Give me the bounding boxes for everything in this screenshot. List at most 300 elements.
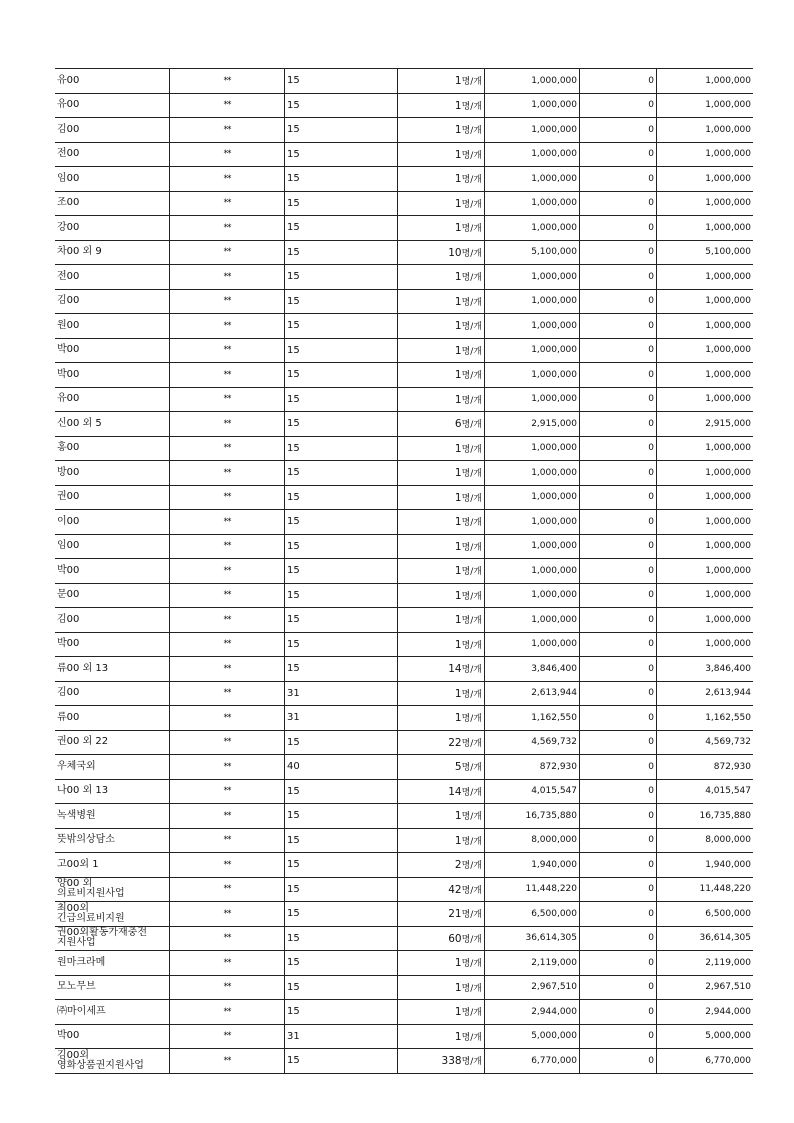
mark-cell: ** <box>170 412 285 437</box>
code-cell: 15 <box>285 632 398 657</box>
name-cell: 임00 <box>55 534 170 559</box>
table-row <box>55 632 753 657</box>
zero-cell: 0 <box>580 289 657 314</box>
total-cell: 8,000,000 <box>657 828 754 853</box>
count-cell <box>398 975 485 1000</box>
zero-cell: 0 <box>580 681 657 706</box>
count-value: 1 <box>454 1006 462 1019</box>
total-cell: 3,846,400 <box>657 657 754 682</box>
mark-cell: ** <box>170 534 285 559</box>
total-cell: 1,000,000 <box>657 338 754 363</box>
zero-cell: 0 <box>580 461 657 486</box>
code-cell: 15 <box>285 485 398 510</box>
count-value: 22 <box>448 736 462 749</box>
amount-cell: 1,000,000 <box>485 338 580 363</box>
table-row <box>55 510 753 535</box>
count-unit: 명/개 <box>461 983 482 994</box>
code-cell: 15 <box>285 608 398 633</box>
total-cell: 5,100,000 <box>657 240 754 265</box>
code-cell: 15 <box>285 926 398 951</box>
count-value: 1 <box>454 614 462 627</box>
code-cell: 15 <box>285 657 398 682</box>
amount-cell: 2,613,944 <box>485 681 580 706</box>
mark-cell: ** <box>170 142 285 167</box>
count-cell <box>398 69 485 94</box>
count-value: 21 <box>448 908 462 921</box>
amount-cell: 1,000,000 <box>485 436 580 461</box>
table-row <box>55 951 753 976</box>
code-cell: 15 <box>285 853 398 878</box>
amount-cell: 6,770,000 <box>485 1049 580 1074</box>
total-cell: 36,614,305 <box>657 926 754 951</box>
table-row <box>55 387 753 412</box>
count-unit: 명/개 <box>461 934 482 945</box>
count-cell <box>398 706 485 731</box>
count-value: 338 <box>441 1055 462 1068</box>
total-cell: 1,000,000 <box>657 485 754 510</box>
zero-cell: 0 <box>580 730 657 755</box>
count-unit: 명/개 <box>461 910 482 921</box>
count-value: 14 <box>448 663 462 676</box>
count-value: 1 <box>454 491 462 504</box>
amount-cell: 1,162,550 <box>485 706 580 731</box>
table-row <box>55 755 753 780</box>
code-cell: 15 <box>285 510 398 535</box>
name-cell: 조00 <box>55 191 170 216</box>
count-unit: 명/개 <box>461 175 482 186</box>
zero-cell: 0 <box>580 779 657 804</box>
count-unit: 명/개 <box>461 591 482 602</box>
count-cell <box>398 412 485 437</box>
code-cell: 31 <box>285 681 398 706</box>
name-cell: 권00외활동가재충전 지원사업 <box>55 926 170 951</box>
zero-cell: 0 <box>580 69 657 94</box>
code-cell: 15 <box>285 730 398 755</box>
zero-cell: 0 <box>580 1024 657 1049</box>
name-cell: 홍00 <box>55 436 170 461</box>
count-unit: 명/개 <box>461 959 482 970</box>
count-unit: 명/개 <box>461 1057 482 1068</box>
table-row <box>55 706 753 731</box>
total-cell: 1,000,000 <box>657 167 754 192</box>
count-unit: 명/개 <box>461 763 482 774</box>
amount-cell: 1,000,000 <box>485 314 580 339</box>
code-cell: 15 <box>285 1000 398 1025</box>
zero-cell: 0 <box>580 167 657 192</box>
zero-cell: 0 <box>580 632 657 657</box>
count-unit: 명/개 <box>461 812 482 823</box>
mark-cell: ** <box>170 608 285 633</box>
count-value: 10 <box>448 246 462 259</box>
total-cell: 1,000,000 <box>657 289 754 314</box>
name-cell: 박00 <box>55 1024 170 1049</box>
table-row <box>55 436 753 461</box>
name-cell: 박00 <box>55 363 170 388</box>
count-cell <box>398 338 485 363</box>
mark-cell: ** <box>170 1000 285 1025</box>
mark-cell: ** <box>170 69 285 94</box>
name-cell: 박00 <box>55 632 170 657</box>
zero-cell: 0 <box>580 657 657 682</box>
mark-cell: ** <box>170 755 285 780</box>
amount-cell: 5,000,000 <box>485 1024 580 1049</box>
amount-cell: 1,000,000 <box>485 510 580 535</box>
count-value: 1 <box>454 369 462 382</box>
count-cell <box>398 191 485 216</box>
total-cell: 1,000,000 <box>657 510 754 535</box>
table-row <box>55 853 753 878</box>
mark-cell: ** <box>170 853 285 878</box>
code-cell: 15 <box>285 559 398 584</box>
amount-cell: 2,967,510 <box>485 975 580 1000</box>
mark-cell: ** <box>170 779 285 804</box>
count-unit: 명/개 <box>461 420 482 431</box>
code-cell: 15 <box>285 902 398 927</box>
table-row <box>55 657 753 682</box>
total-cell: 2,967,510 <box>657 975 754 1000</box>
mark-cell: ** <box>170 93 285 118</box>
mark-cell: ** <box>170 1024 285 1049</box>
amount-cell: 11,448,220 <box>485 877 580 902</box>
count-cell <box>398 583 485 608</box>
zero-cell: 0 <box>580 534 657 559</box>
mark-cell: ** <box>170 436 285 461</box>
count-value: 2 <box>454 859 462 872</box>
count-cell <box>398 314 485 339</box>
code-cell: 15 <box>285 534 398 559</box>
count-cell <box>398 877 485 902</box>
table-row <box>55 583 753 608</box>
table-row <box>55 461 753 486</box>
name-cell: 권00 <box>55 485 170 510</box>
count-cell <box>398 853 485 878</box>
zero-cell: 0 <box>580 608 657 633</box>
zero-cell: 0 <box>580 265 657 290</box>
total-cell: 2,944,000 <box>657 1000 754 1025</box>
zero-cell: 0 <box>580 142 657 167</box>
code-cell: 15 <box>285 804 398 829</box>
count-value: 1 <box>454 295 462 308</box>
count-value: 1 <box>454 467 462 480</box>
count-cell <box>398 828 485 853</box>
name-cell: 이00 <box>55 510 170 535</box>
count-value: 1 <box>454 516 462 529</box>
total-cell: 1,000,000 <box>657 608 754 633</box>
count-value: 1 <box>454 99 462 112</box>
total-cell: 1,000,000 <box>657 118 754 143</box>
count-cell <box>398 681 485 706</box>
mark-cell: ** <box>170 975 285 1000</box>
table-row <box>55 902 753 927</box>
table-row <box>55 804 753 829</box>
name-cell: 유00 <box>55 69 170 94</box>
count-unit: 명/개 <box>461 273 482 284</box>
count-value: 5 <box>454 761 462 774</box>
mark-cell: ** <box>170 363 285 388</box>
table-row <box>55 412 753 437</box>
amount-cell: 3,846,400 <box>485 657 580 682</box>
code-cell: 15 <box>285 265 398 290</box>
amount-cell: 2,915,000 <box>485 412 580 437</box>
count-unit: 명/개 <box>461 567 482 578</box>
mark-cell: ** <box>170 1049 285 1074</box>
table-row <box>55 167 753 192</box>
name-cell: 박00 <box>55 338 170 363</box>
count-cell <box>398 265 485 290</box>
code-cell: 15 <box>285 93 398 118</box>
count-unit: 명/개 <box>461 787 482 798</box>
count-cell <box>398 485 485 510</box>
name-cell: 전00 <box>55 265 170 290</box>
count-cell <box>398 779 485 804</box>
total-cell: 16,735,880 <box>657 804 754 829</box>
name-cell: 류00 <box>55 706 170 731</box>
zero-cell: 0 <box>580 93 657 118</box>
amount-cell: 1,000,000 <box>485 461 580 486</box>
total-cell: 1,000,000 <box>657 559 754 584</box>
name-cell: 원마크라메 <box>55 951 170 976</box>
code-cell: 15 <box>285 461 398 486</box>
count-unit: 명/개 <box>461 199 482 210</box>
code-cell: 15 <box>285 387 398 412</box>
zero-cell: 0 <box>580 338 657 363</box>
amount-cell: 1,940,000 <box>485 853 580 878</box>
count-unit: 명/개 <box>461 861 482 872</box>
count-value: 1 <box>454 344 462 357</box>
count-unit: 명/개 <box>461 322 482 333</box>
total-cell: 1,000,000 <box>657 69 754 94</box>
code-cell: 15 <box>285 1049 398 1074</box>
table-row <box>55 730 753 755</box>
mark-cell: ** <box>170 877 285 902</box>
zero-cell: 0 <box>580 926 657 951</box>
code-cell: 15 <box>285 412 398 437</box>
zero-cell: 0 <box>580 118 657 143</box>
mark-cell: ** <box>170 828 285 853</box>
name-cell: 양00 외 의료비지원사업 <box>55 877 170 902</box>
zero-cell: 0 <box>580 216 657 241</box>
zero-cell: 0 <box>580 951 657 976</box>
mark-cell: ** <box>170 118 285 143</box>
count-cell <box>398 167 485 192</box>
zero-cell: 0 <box>580 706 657 731</box>
count-value: 1 <box>454 834 462 847</box>
amount-cell: 1,000,000 <box>485 583 580 608</box>
total-cell: 1,000,000 <box>657 461 754 486</box>
count-value: 1 <box>454 1030 462 1043</box>
table-row <box>55 69 753 94</box>
total-cell: 1,000,000 <box>657 314 754 339</box>
code-cell: 15 <box>285 951 398 976</box>
amount-cell: 1,000,000 <box>485 608 580 633</box>
amount-cell: 5,100,000 <box>485 240 580 265</box>
name-cell: 권00 외 22 <box>55 730 170 755</box>
count-unit: 명/개 <box>461 297 482 308</box>
count-cell <box>398 951 485 976</box>
count-value: 1 <box>454 75 462 88</box>
zero-cell: 0 <box>580 828 657 853</box>
count-value: 1 <box>454 320 462 333</box>
count-value: 1 <box>454 540 462 553</box>
table-row <box>55 1000 753 1025</box>
count-unit: 명/개 <box>461 689 482 700</box>
table-row <box>55 363 753 388</box>
count-cell <box>398 510 485 535</box>
count-cell <box>398 559 485 584</box>
table-row <box>55 926 753 951</box>
count-cell <box>398 1000 485 1025</box>
amount-cell: 1,000,000 <box>485 265 580 290</box>
name-cell: 녹색병원 <box>55 804 170 829</box>
count-value: 14 <box>448 785 462 798</box>
name-cell: 김00 <box>55 118 170 143</box>
count-value: 1 <box>454 981 462 994</box>
zero-cell: 0 <box>580 804 657 829</box>
count-value: 1 <box>454 173 462 186</box>
count-cell <box>398 926 485 951</box>
name-cell: 김00 <box>55 681 170 706</box>
name-cell: 방00 <box>55 461 170 486</box>
table-row <box>55 191 753 216</box>
count-value: 1 <box>454 589 462 602</box>
code-cell: 15 <box>285 436 398 461</box>
mark-cell: ** <box>170 387 285 412</box>
count-cell <box>398 534 485 559</box>
mark-cell: ** <box>170 485 285 510</box>
name-cell: 차00 외 9 <box>55 240 170 265</box>
amount-cell: 1,000,000 <box>485 167 580 192</box>
mark-cell: ** <box>170 951 285 976</box>
count-cell <box>398 632 485 657</box>
count-cell <box>398 755 485 780</box>
total-cell: 6,500,000 <box>657 902 754 927</box>
table-row <box>55 608 753 633</box>
table-row <box>55 93 753 118</box>
name-cell: 뜻밖의상담소 <box>55 828 170 853</box>
table-row <box>55 877 753 902</box>
total-cell: 4,015,547 <box>657 779 754 804</box>
zero-cell: 0 <box>580 191 657 216</box>
total-cell: 1,000,000 <box>657 632 754 657</box>
total-cell: 5,000,000 <box>657 1024 754 1049</box>
count-value: 6 <box>454 418 462 431</box>
zero-cell: 0 <box>580 902 657 927</box>
zero-cell: 0 <box>580 436 657 461</box>
amount-cell: 16,735,880 <box>485 804 580 829</box>
table-row <box>55 1024 753 1049</box>
amount-cell: 1,000,000 <box>485 118 580 143</box>
name-cell: ㈜마이세프 <box>55 1000 170 1025</box>
zero-cell: 0 <box>580 240 657 265</box>
amount-cell: 6,500,000 <box>485 902 580 927</box>
zero-cell: 0 <box>580 387 657 412</box>
name-cell: 모노무브 <box>55 975 170 1000</box>
count-cell <box>398 804 485 829</box>
document-sheet <box>55 68 751 1074</box>
zero-cell: 0 <box>580 583 657 608</box>
amount-cell: 8,000,000 <box>485 828 580 853</box>
total-cell: 1,000,000 <box>657 191 754 216</box>
table-row <box>55 559 753 584</box>
mark-cell: ** <box>170 510 285 535</box>
amount-cell: 872,930 <box>485 755 580 780</box>
mark-cell: ** <box>170 216 285 241</box>
count-cell <box>398 436 485 461</box>
name-cell: 신00 외 5 <box>55 412 170 437</box>
count-unit: 명/개 <box>461 126 482 137</box>
amount-cell: 1,000,000 <box>485 485 580 510</box>
code-cell: 40 <box>285 755 398 780</box>
code-cell: 15 <box>285 167 398 192</box>
amount-cell: 1,000,000 <box>485 191 580 216</box>
total-cell: 1,000,000 <box>657 265 754 290</box>
count-value: 1 <box>454 393 462 406</box>
count-unit: 명/개 <box>461 1032 482 1043</box>
mark-cell: ** <box>170 657 285 682</box>
amount-cell: 1,000,000 <box>485 289 580 314</box>
table-row <box>55 485 753 510</box>
zero-cell: 0 <box>580 1049 657 1074</box>
total-cell: 1,000,000 <box>657 534 754 559</box>
table-row <box>55 1049 753 1074</box>
name-cell: 나00 외 13 <box>55 779 170 804</box>
count-unit: 명/개 <box>461 665 482 676</box>
amount-cell: 1,000,000 <box>485 69 580 94</box>
count-unit: 명/개 <box>461 346 482 357</box>
count-value: 1 <box>454 687 462 700</box>
amount-cell: 2,119,000 <box>485 951 580 976</box>
count-cell <box>398 93 485 118</box>
mark-cell: ** <box>170 583 285 608</box>
count-unit: 명/개 <box>461 518 482 529</box>
count-cell <box>398 608 485 633</box>
count-unit: 명/개 <box>461 640 482 651</box>
count-value: 1 <box>454 712 462 725</box>
count-unit: 명/개 <box>461 248 482 259</box>
code-cell: 15 <box>285 142 398 167</box>
code-cell: 15 <box>285 216 398 241</box>
count-unit: 명/개 <box>461 469 482 480</box>
total-cell: 1,000,000 <box>657 363 754 388</box>
count-cell <box>398 363 485 388</box>
count-unit: 명/개 <box>461 77 482 88</box>
mark-cell: ** <box>170 804 285 829</box>
mark-cell: ** <box>170 461 285 486</box>
table-row <box>55 118 753 143</box>
count-cell <box>398 216 485 241</box>
count-unit: 명/개 <box>461 101 482 112</box>
count-cell <box>398 730 485 755</box>
count-value: 1 <box>454 124 462 137</box>
zero-cell: 0 <box>580 975 657 1000</box>
mark-cell: ** <box>170 926 285 951</box>
table-row <box>55 142 753 167</box>
mark-cell: ** <box>170 632 285 657</box>
name-cell: 김00 <box>55 289 170 314</box>
table-row <box>55 779 753 804</box>
count-unit: 명/개 <box>461 1008 482 1019</box>
count-value: 1 <box>454 565 462 578</box>
amount-cell: 1,000,000 <box>485 559 580 584</box>
total-cell: 1,940,000 <box>657 853 754 878</box>
code-cell: 15 <box>285 191 398 216</box>
count-unit: 명/개 <box>461 371 482 382</box>
table-row <box>55 314 753 339</box>
name-cell: 문00 <box>55 583 170 608</box>
code-cell: 15 <box>285 314 398 339</box>
count-value: 60 <box>448 932 462 945</box>
count-cell <box>398 240 485 265</box>
